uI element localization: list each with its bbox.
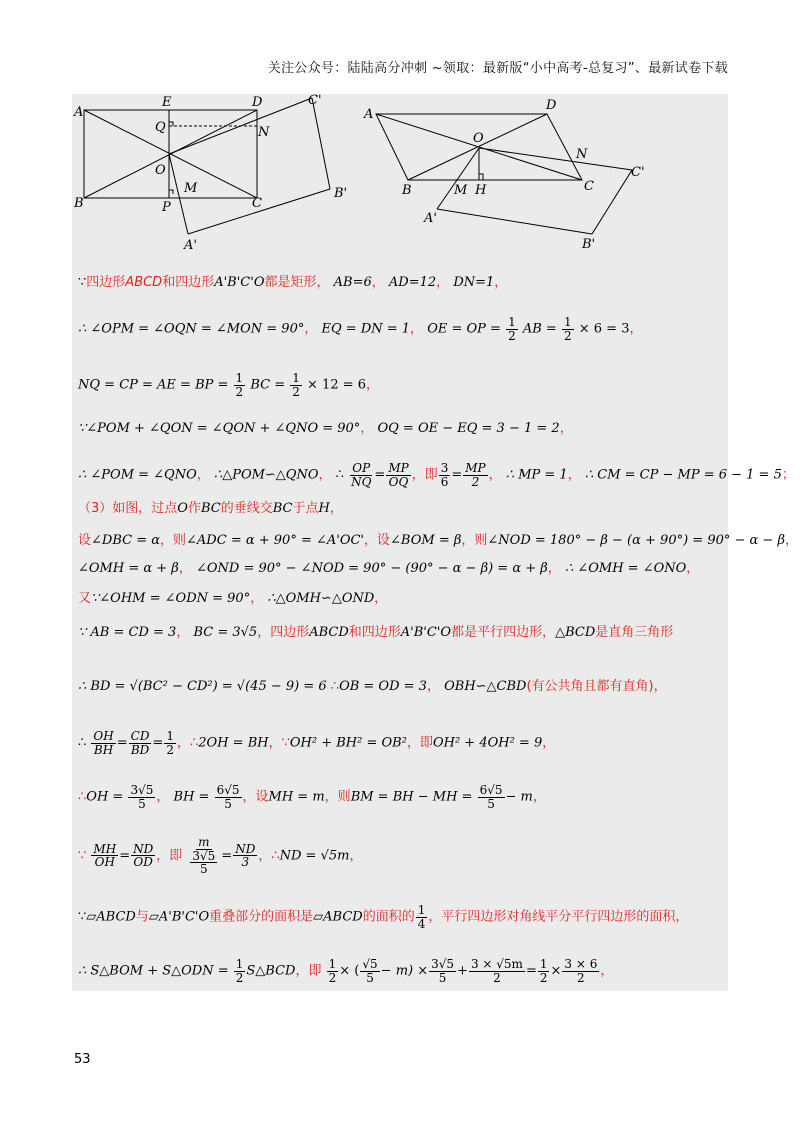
svg-text:D: D — [546, 98, 557, 113]
comma: ， — [784, 533, 798, 548]
text-and-quadrilateral: 和四边形 — [348, 625, 401, 640]
line-6 — [78, 502, 343, 517]
fraction: $\frac{MP}{OQ}$ — [388, 461, 409, 489]
text-are-rectangles: 都是矩形， — [264, 275, 330, 290]
comma: ， — [360, 421, 374, 436]
comma: ， — [178, 561, 192, 576]
text-then: ，则 — [160, 533, 187, 548]
svg-text:P: P — [162, 200, 171, 215]
line-11 — [78, 680, 667, 695]
fraction: $\frac{3√5}{5}$ — [130, 783, 154, 811]
comma: ， — [426, 679, 440, 694]
comma: ， — [686, 561, 700, 576]
math-pythag: OH² + BH² = OB² — [289, 735, 407, 751]
math-oq: OQ = OE − EQ = 3 − 1 = 2 — [377, 421, 560, 436]
comma: ， — [196, 467, 210, 483]
math-mh: MH = m — [268, 789, 325, 805]
math-ohm: ∵∠OHM = ∠ODN = 90° — [91, 591, 251, 606]
math-oe: OE = OP = — [427, 321, 501, 337]
math-adc: ∠ADC = α + 90° = ∠A'OC' — [186, 533, 365, 548]
math-parallelogram2: ▱A'B'C'O — [148, 909, 210, 925]
math-similar: ∴△POM∽△QNO — [213, 467, 319, 483]
math-bc: BC = — [250, 377, 286, 393]
comma: ， — [176, 625, 190, 640]
math-result: × 6 = 3 — [578, 321, 630, 337]
math-similar: ∴△OMH∽△OND — [267, 591, 375, 606]
text-therefore: ，∴ — [177, 735, 199, 751]
left-figure-labels — [73, 94, 347, 253]
svg-text:Q: Q — [155, 120, 166, 135]
text-ie: ，即 — [411, 467, 438, 483]
math-bd: ∴ BD = √(BC² − CD²) = √(45 − 9) = 6 — [78, 679, 327, 694]
text-also: 又 — [78, 591, 92, 606]
svg-text:C: C — [252, 196, 262, 211]
math-parallelogram: ▱ABCD — [86, 909, 136, 925]
math-o: O — [177, 501, 188, 516]
math-ond: ∠OND = 90° − ∠NOD = 90° − (90° − α − β) = α + β — [195, 561, 548, 576]
math-parallelogram: ▱ABCD — [313, 909, 363, 925]
math-dn: DN=1 — [453, 275, 495, 290]
math-h: H — [318, 501, 330, 516]
fraction: $\frac{3 \times √5m}{2}$ — [470, 957, 523, 985]
math-result: × 12 = 6 — [307, 377, 367, 393]
math-bc: BC — [272, 501, 293, 516]
text-then: ，则 — [461, 533, 488, 548]
line-7 — [78, 534, 798, 549]
comma: ， — [600, 963, 614, 979]
comma: ， — [250, 591, 264, 606]
math-aprime: A'B'C'O — [400, 625, 452, 640]
comma: ， — [349, 848, 363, 864]
math-2oh: 2OH = BH — [198, 735, 269, 751]
fraction: $\frac{1}{2}$ — [563, 315, 572, 343]
line-14: ∵ $\frac{MH}{OH}$ = $\frac{ND}{OD}$ ，即 $\frac{m}{\frac{3√5}{5}}$ = $\frac{ND}{3}$ ，∴ND = √5m， — [78, 835, 363, 877]
line-5: ∴ ∠POM = ∠QNO， ∴△POM∽△QNO， ∴ $\frac{OP}{NQ}$ = $\frac{MP}{OQ}$ ，即 $\frac{3}{6}$ = $\frac{MP}{2}$ ， ∴ MP = 1， ∴ CM = CP − MP = 6 − 1 = 5； — [78, 461, 795, 489]
math-omh-eq: ∴ ∠OMH = ∠ONO — [564, 561, 687, 576]
svg-text:H: H — [475, 183, 487, 198]
text-let: 设 — [78, 533, 92, 548]
comma: ， — [366, 377, 380, 393]
svg-text:M: M — [454, 183, 468, 198]
line-2 — [78, 316, 643, 342]
text-let: ，设 — [242, 789, 269, 805]
math-abcd: ABCD — [309, 625, 349, 640]
svg-text:B': B' — [334, 186, 348, 201]
math-omh: ∠OMH = α + β — [78, 561, 179, 576]
math-area-sum: ∴ S△BOM + S△ODN = — [78, 963, 229, 979]
math-aprime: A'B'C'O — [214, 275, 265, 290]
math-ab-cd: ∵ AB = CD = 3 — [78, 625, 177, 640]
svg-text:N: N — [576, 147, 588, 162]
math-ab: AB=6 — [333, 275, 372, 290]
semicolon: ； — [781, 467, 795, 483]
math-mp: ∴ MP = 1 — [505, 467, 568, 483]
math-s-bcd: S△BCD — [246, 963, 296, 979]
comma: ， — [304, 321, 318, 337]
svg-text:O: O — [155, 163, 166, 178]
geometry-figures — [72, 94, 728, 262]
math-dbc: ∠DBC = α — [91, 533, 161, 548]
comma: ， — [318, 467, 332, 483]
math-angle-sum: ∵∠POM + ∠QON = ∠QON + ∠QNO = 90° — [78, 421, 361, 436]
line-1 — [78, 276, 507, 291]
math-bom: ∠BOM = β — [390, 533, 462, 548]
svg-text:A: A — [74, 105, 84, 120]
text-perpendicular: 的垂线交 — [220, 501, 273, 516]
math-oh: OH = — [86, 789, 124, 805]
page-number: 53 — [74, 1052, 91, 1067]
comma: ， — [488, 467, 502, 483]
compound-fraction: $\frac{m}{\frac{3√5}{5}}$ — [192, 835, 216, 877]
text-then: ，则 — [324, 789, 351, 805]
text-ie: ，即 — [406, 735, 433, 751]
solution-panel — [72, 94, 798, 991]
text-part3: （3）如图，过点 — [78, 501, 178, 516]
comma: ， — [436, 275, 450, 290]
math-eq9: OH² + 4OH² = 9 — [432, 735, 543, 751]
comma: ， — [542, 735, 556, 751]
fraction: $\frac{OH}{BH}$ — [93, 729, 114, 757]
text-at-point: 于点 — [292, 501, 319, 516]
line-12: ∴ $\frac{OH}{BH}$ = $\frac{CD}{BD}$ = $\frac{1}{2}$ ，∴2OH = BH，∵OH² + BH² = OB²，即OH² + 4OH² = 9， — [78, 729, 556, 757]
fraction: $\frac{MH}{OH}$ — [93, 841, 117, 870]
svg-text:D: D — [252, 95, 263, 110]
because-symbol: ∵ — [78, 275, 87, 290]
text-ie: ，即 — [156, 848, 183, 864]
text-quadrilateral: 四边形 — [86, 275, 126, 290]
because-symbol: ∵ — [78, 848, 87, 864]
text-therefore: ，∴ — [258, 848, 280, 864]
text-parallelograms: 都是平行四边形， — [451, 625, 556, 640]
svg-text:M: M — [184, 181, 198, 196]
text-diagonal: ，平行四边形对角线平分平行四边形的面积， — [428, 909, 689, 925]
fraction: $\frac{1}{2}$ — [166, 729, 174, 757]
comma: ， — [156, 789, 170, 805]
math-minus-m: − m — [505, 789, 533, 805]
math-angles: ∴ ∠OPM = ∠OQN = ∠MON = 90° — [78, 321, 305, 337]
svg-text:B: B — [74, 196, 84, 211]
fraction: $\frac{ND}{OD}$ — [133, 841, 154, 870]
line-8 — [78, 562, 699, 577]
comma: ， — [567, 467, 581, 483]
fraction: $\frac{6√5}{5}$ — [479, 783, 503, 811]
left-figure — [84, 98, 330, 234]
svg-text:E: E — [162, 95, 172, 110]
math-bh: BH = — [173, 789, 210, 805]
comma: ， — [629, 321, 643, 337]
math-cm: ∴ CM = CP − MP = 6 − 1 = 5 — [584, 467, 782, 483]
fraction: $\frac{MP}{2}$ — [465, 461, 486, 489]
svg-text:C': C' — [308, 94, 322, 108]
line-10 — [78, 626, 673, 641]
therefore-symbol: ∴ — [78, 735, 87, 751]
comma: ， — [374, 591, 388, 606]
text-right-triangle: 是直角三角形 — [595, 625, 674, 640]
fraction: $\frac{1}{2}$ — [508, 315, 516, 343]
svg-text:B: B — [402, 183, 412, 198]
text-quadrilateral: ，四边形 — [257, 625, 310, 640]
fraction: $\frac{1}{2}$ — [539, 957, 548, 985]
fraction: $\frac{1}{2}$ — [292, 371, 300, 399]
math-abcd: ABCD — [125, 275, 163, 290]
line-9 — [78, 592, 387, 607]
svg-text:A: A — [364, 107, 374, 122]
comma: ， — [559, 421, 573, 436]
math-nod: ∠NOD = 180° − β − (α + 90°) = 90° − α − β — [487, 533, 785, 548]
fraction: $\frac{3 \times 6}{2}$ — [564, 957, 598, 985]
svg-text:N: N — [258, 125, 270, 140]
fraction: $\frac{OP}{NQ}$ — [351, 461, 372, 489]
fraction: $\frac{1}{2}$ — [235, 957, 244, 985]
line-13 — [78, 784, 546, 810]
svg-text:A': A' — [424, 211, 437, 226]
math-bc: BC = 3√5 — [193, 625, 258, 640]
fraction: $\frac{√5}{5}$ — [362, 957, 378, 985]
text-let: ，设 — [364, 533, 391, 548]
text-ie: ，即 — [295, 963, 322, 979]
svg-text:B': B' — [582, 237, 596, 252]
page-header: 关注公众号：陆陆高分冲刺 ~领取：最新版“小中高考-总复习”、最新试卷下载 — [267, 61, 728, 76]
line-3 — [78, 372, 379, 398]
math-eq: EQ = DN = 1 — [321, 321, 411, 337]
because-symbol: ∵ — [78, 909, 87, 925]
text-and-quadrilateral: 和四边形 — [162, 275, 215, 290]
math-nq: NQ = CP = AE = BP = — [78, 377, 229, 393]
math-bm: BM = BH − MH = — [350, 789, 473, 805]
fraction: $\frac{3}{6}$ — [440, 461, 449, 489]
therefore-symbol: ∴ — [335, 467, 344, 483]
text-area-of: 的面积的 — [362, 909, 415, 925]
math-angle-eq: ∴ ∠POM = ∠QNO — [78, 467, 197, 483]
svg-text:O: O — [473, 131, 484, 146]
comma: ， — [410, 321, 424, 337]
math-bc: BC — [200, 501, 221, 516]
fraction: $\frac{3√5}{5}$ — [431, 957, 455, 985]
fraction: $\frac{CD}{BD}$ — [130, 729, 150, 757]
math-bcd: △BCD — [555, 625, 596, 640]
therefore-symbol: ∴ — [330, 679, 340, 694]
math-ab: AB = — [522, 321, 557, 337]
fraction: $\frac{ND}{3}$ — [235, 841, 256, 870]
comma: ， — [371, 275, 385, 290]
fraction: $\frac{6√5}{5}$ — [216, 783, 240, 811]
line-16: ∴ S△BOM + S△ODN = $\frac{1}{2}$ S△BCD，即 $\frac{1}{2}$ × ( $\frac{√5}{5}$ − m) × $\frac{3√5}{5}$ + $\frac{3 \times √5m}{2}$ = $\frac{1}{2}$ × $\frac{3 \times 6}{2}$ ， — [78, 957, 614, 985]
text-overlap: 重叠部分的面积是 — [209, 909, 314, 925]
svg-text:C: C — [584, 179, 594, 194]
comma: ， — [329, 501, 343, 516]
comma: ， — [547, 561, 561, 576]
svg-text:C': C' — [631, 165, 645, 180]
right-figure — [376, 114, 632, 234]
fraction: $\frac{1}{2}$ — [235, 371, 244, 399]
fraction: $\frac{1}{2}$ — [328, 957, 337, 985]
math-ob: OB = OD = 3 — [339, 679, 427, 694]
svg-text:A': A' — [184, 238, 197, 253]
text-with: 与 — [135, 909, 149, 925]
therefore-symbol: ∴ — [78, 789, 87, 805]
comma: ， — [494, 275, 508, 290]
fraction: $\frac{1}{4}$ — [417, 903, 426, 931]
text-common-angle: (有公共角且都有直角)， — [526, 679, 667, 694]
math-ad: AD=12 — [388, 275, 437, 290]
math-similar: OBH∽△CBD — [444, 679, 527, 694]
math-nd: ND = √5m — [279, 848, 350, 864]
comma: ， — [532, 789, 546, 805]
line-4 — [78, 422, 573, 437]
line-15 — [78, 904, 688, 930]
text-because: ，∵ — [268, 735, 290, 751]
text-make: 作 — [187, 501, 201, 516]
